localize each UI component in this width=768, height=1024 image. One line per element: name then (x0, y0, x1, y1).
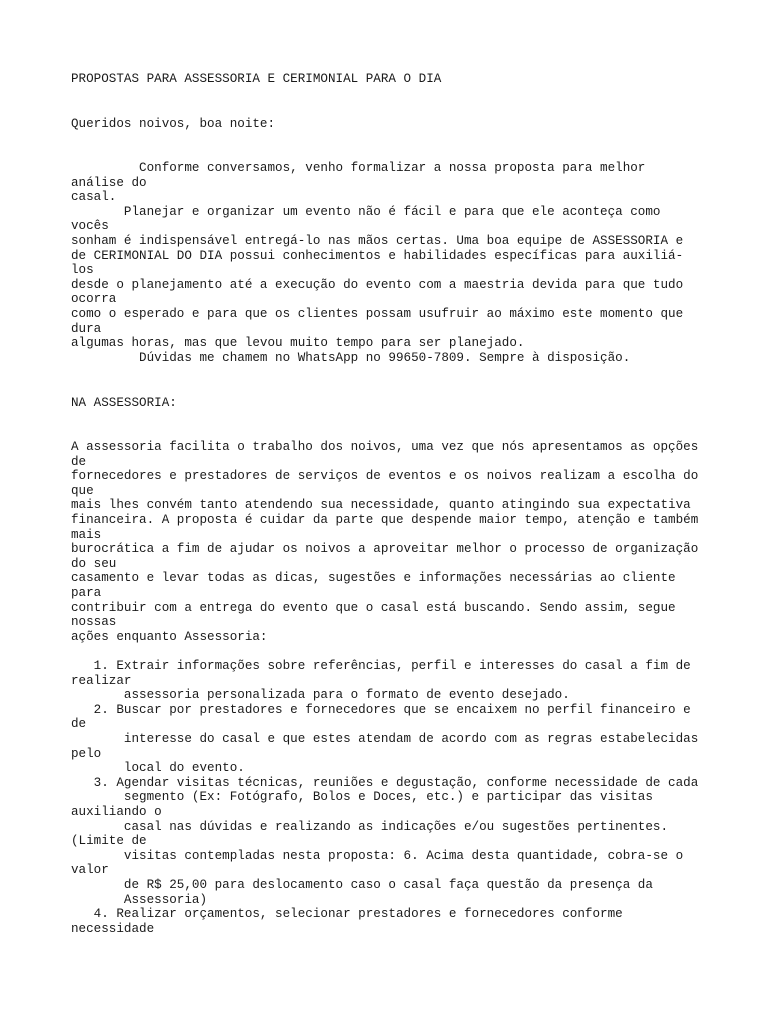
assessoria-line: burocrática a fim de ajudar os noivos a aproveitar melhor o processo de organização (71, 542, 699, 557)
assessoria-line: mais lhes convém tanto atendendo sua necessidade, quanto atingindo sua expectativa (71, 498, 691, 513)
list-line: auxiliando o (71, 805, 162, 819)
list-line: 4. Realizar orçamentos, selecionar prestadores e fornecedores conforme (71, 907, 623, 922)
document-title: PROPOSTAS PARA ASSESSORIA E CERIMONIAL PARA O DIA (71, 72, 442, 86)
intro-line: algumas horas, mas que levou muito tempo para ser planejado. (71, 336, 525, 351)
list-line: realizar (71, 673, 132, 688)
list-line: pelo (71, 746, 102, 761)
intro-line: ocorra (71, 292, 117, 307)
assessoria-line: do seu (71, 556, 117, 571)
list-line: Assessoria) (71, 892, 208, 907)
assessoria-line: mais (71, 527, 102, 542)
assessoria-line: fornecedores e prestadores de serviços de eventos e os noivos realizam a escolha do (71, 469, 699, 484)
list-line: 2. Buscar por prestadores e fornecedores que se encaixem no perfil financeiro e (71, 702, 691, 717)
assessoria-line: A assessoria facilita o trabalho dos noivos, uma vez que nós apresentamos as opções (71, 440, 699, 454)
intro-line: desde o planejamento até a execução do evento com a maestria devida para que tudo (71, 277, 684, 292)
list-line: interesse do casal e que estes atendam de acordo com as regras estabelecidas (71, 732, 699, 746)
list-line: valor (71, 863, 109, 878)
list-line: 3. Agendar visitas técnicas, reuniões e degustação, conforme necessidade de cada (71, 775, 699, 790)
assessoria-line: para (71, 586, 102, 600)
intro-line: análise do (71, 175, 147, 190)
assessoria-line: contribuir com a entrega do evento que o casal está buscando. Sendo assim, segue (71, 600, 676, 615)
assessoria-line: que (71, 483, 94, 498)
list-line: 1. Extrair informações sobre referências, perfil e interesses do casal a fim de (71, 659, 691, 673)
list-line: casal nas dúvidas e realizando as indicações e/ou sugestões pertinentes. (71, 819, 669, 834)
intro-line: los (71, 263, 94, 278)
intro-line: Conforme conversamos, venho formalizar a nossa proposta para melhor (71, 161, 646, 175)
assessoria-line: ações enquanto Assessoria: (71, 629, 268, 644)
list-line: local do evento. (71, 761, 245, 776)
list-line: visitas contempladas nesta proposta: 6. Acima desta quantidade, cobra-se o (71, 848, 684, 863)
greeting: Queridos noivos, boa noite: (71, 117, 276, 131)
intro-line: casal. (71, 190, 117, 205)
assessoria-line: nossas (71, 615, 117, 630)
list-line: de (71, 717, 87, 732)
intro-line: Planejar e organizar um evento não é fácil e para que ele aconteça como (71, 204, 661, 219)
list-line: segmento (Ex: Fotógrafo, Bolos e Doces, etc.) e participar das visitas (71, 790, 653, 805)
intro-line: como o esperado e para que os clientes possam usufruir ao máximo este momento que (71, 307, 684, 321)
intro-line: dura (71, 321, 102, 336)
assessoria-line: casamento e levar todas as dicas, sugestões e informações necessárias ao cliente (71, 571, 676, 586)
intro-line: de CERIMONIAL DO DIA possui conhecimentos e habilidades específicas para auxiliá- (71, 248, 684, 263)
list-line: necessidade (71, 921, 155, 936)
assessoria-line: financeira. A proposta é cuidar da parte que despende maior tempo, atenção e também (71, 513, 699, 527)
intro-line: vocês (71, 219, 109, 234)
list-line: (Limite de (71, 834, 147, 849)
intro-line: sonham é indispensável entregá-lo nas mãos certas. Uma boa equipe de ASSESSORIA e (71, 234, 684, 248)
section-heading: NA ASSESSORIA: (71, 396, 177, 410)
assessoria-line: de (71, 454, 87, 469)
list-line: assessoria personalizada para o formato de evento desejado. (71, 688, 570, 703)
list-line: de R$ 25,00 para deslocamento caso o casal faça questão da presença da (71, 878, 653, 892)
intro-line: Dúvidas me chamem no WhatsApp no 99650-7809. Sempre à disposição. (71, 350, 631, 365)
